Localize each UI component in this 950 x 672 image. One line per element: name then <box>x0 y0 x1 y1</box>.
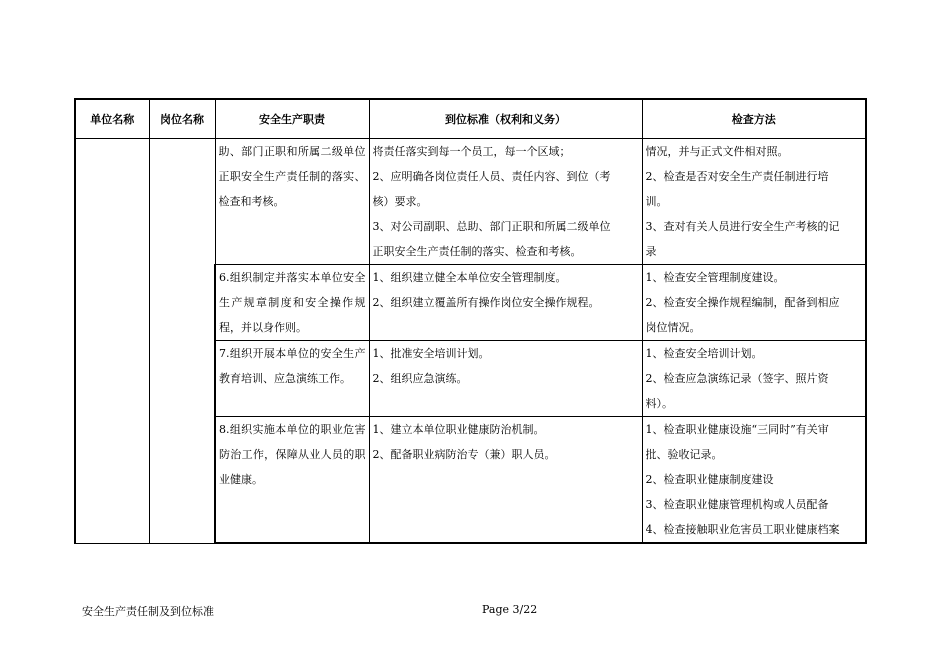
standard-line: 核）要求。 <box>372 195 428 208</box>
standard-line: 2、组织建立覆盖所有操作岗位安全操作规程。 <box>372 296 600 309</box>
method-line: 4、检查接触职业危害员工职业健康档案 <box>645 523 840 536</box>
post-name-cell <box>149 139 215 544</box>
standard-cell <box>369 417 642 544</box>
table-row <box>75 139 866 265</box>
method-cell <box>642 341 866 417</box>
method-line: 岗位情况。 <box>645 321 701 334</box>
method-cell <box>642 417 866 544</box>
standard-cell <box>369 139 642 265</box>
method-line: 2、检查是否对安全生产责任制进行培 <box>645 170 829 183</box>
method-line: 情况，并与正式文件相对照。 <box>645 145 789 158</box>
method-line: 2、检查职业健康制度建设 <box>645 473 774 486</box>
header-method: 检查方法 <box>642 99 866 139</box>
standard-line: 正职安全生产责任制的落实、检查和考核。 <box>372 245 582 258</box>
method-line: 2、检查应急演练记录（签字、照片资 <box>645 372 829 385</box>
header-unit-name: 单位名称 <box>75 99 149 139</box>
standard-line: 2、配备职业病防治专（兼）职人员。 <box>372 448 556 461</box>
standard-line: 3、对公司副职、总助、部门正职和所属二级单位 <box>372 220 611 233</box>
standard-line: 将责任落实到每一个员工，每一个区域； <box>372 145 571 158</box>
standard-line: 1、组织建立健全本单位安全管理制度。 <box>372 271 567 284</box>
standard-line: 1、建立本单位职业健康防治机制。 <box>372 423 545 436</box>
unit-name-cell <box>75 139 149 544</box>
duty-cell: 8.组织实施本单位的职业危害防治工作，保障从业人员的职业健康。 <box>215 417 369 544</box>
header-standard: 到位标准（权利和义务） <box>369 99 642 139</box>
standard-cell <box>369 341 642 417</box>
method-line: 料）。 <box>645 397 673 410</box>
method-line: 训。 <box>645 195 668 208</box>
method-cell <box>642 265 866 341</box>
method-cell <box>642 139 866 265</box>
header-post-name: 岗位名称 <box>149 99 215 139</box>
duty-cell: 助、部门正职和所属二级单位正职安全生产责任制的落实、检查和考核。 <box>215 139 369 265</box>
header-duty: 安全生产职责 <box>215 99 369 139</box>
duty-cell: 6.组织制定并落实本单位安全生产规章制度和安全操作规程，并以身作则。 <box>215 265 369 341</box>
standard-cell <box>369 265 642 341</box>
method-line: 2、检查安全操作规程编制，配备到相应 <box>645 296 840 309</box>
method-line: 批、验收记录。 <box>645 448 723 461</box>
standard-line: 2、组织应急演练。 <box>372 372 468 385</box>
table-header-row <box>75 99 866 139</box>
duty-cell: 7.组织开展本单位的安全生产教育培训、应急演练工作。 <box>215 341 369 417</box>
standard-line: 2、应明确各岗位责任人员、责任内容、到位（考 <box>372 170 611 183</box>
method-line: 3、查对有关人员进行安全生产考核的记 <box>645 220 840 233</box>
method-line: 录 <box>645 245 657 258</box>
method-line: 3、检查职业健康管理机构或人员配备 <box>645 498 829 511</box>
footer-page-number: Page 3/22 <box>482 603 538 616</box>
footer-document-title: 安全生产责任制及到位标准 <box>82 605 214 618</box>
standard-line: 1、批准安全培训计划。 <box>372 347 490 360</box>
responsibility-table <box>74 98 867 544</box>
method-line: 1、检查职业健康设施“三同时”有关审 <box>645 423 829 436</box>
method-line: 1、检查安全管理制度建设。 <box>645 271 785 284</box>
method-line: 1、检查安全培训计划。 <box>645 347 763 360</box>
